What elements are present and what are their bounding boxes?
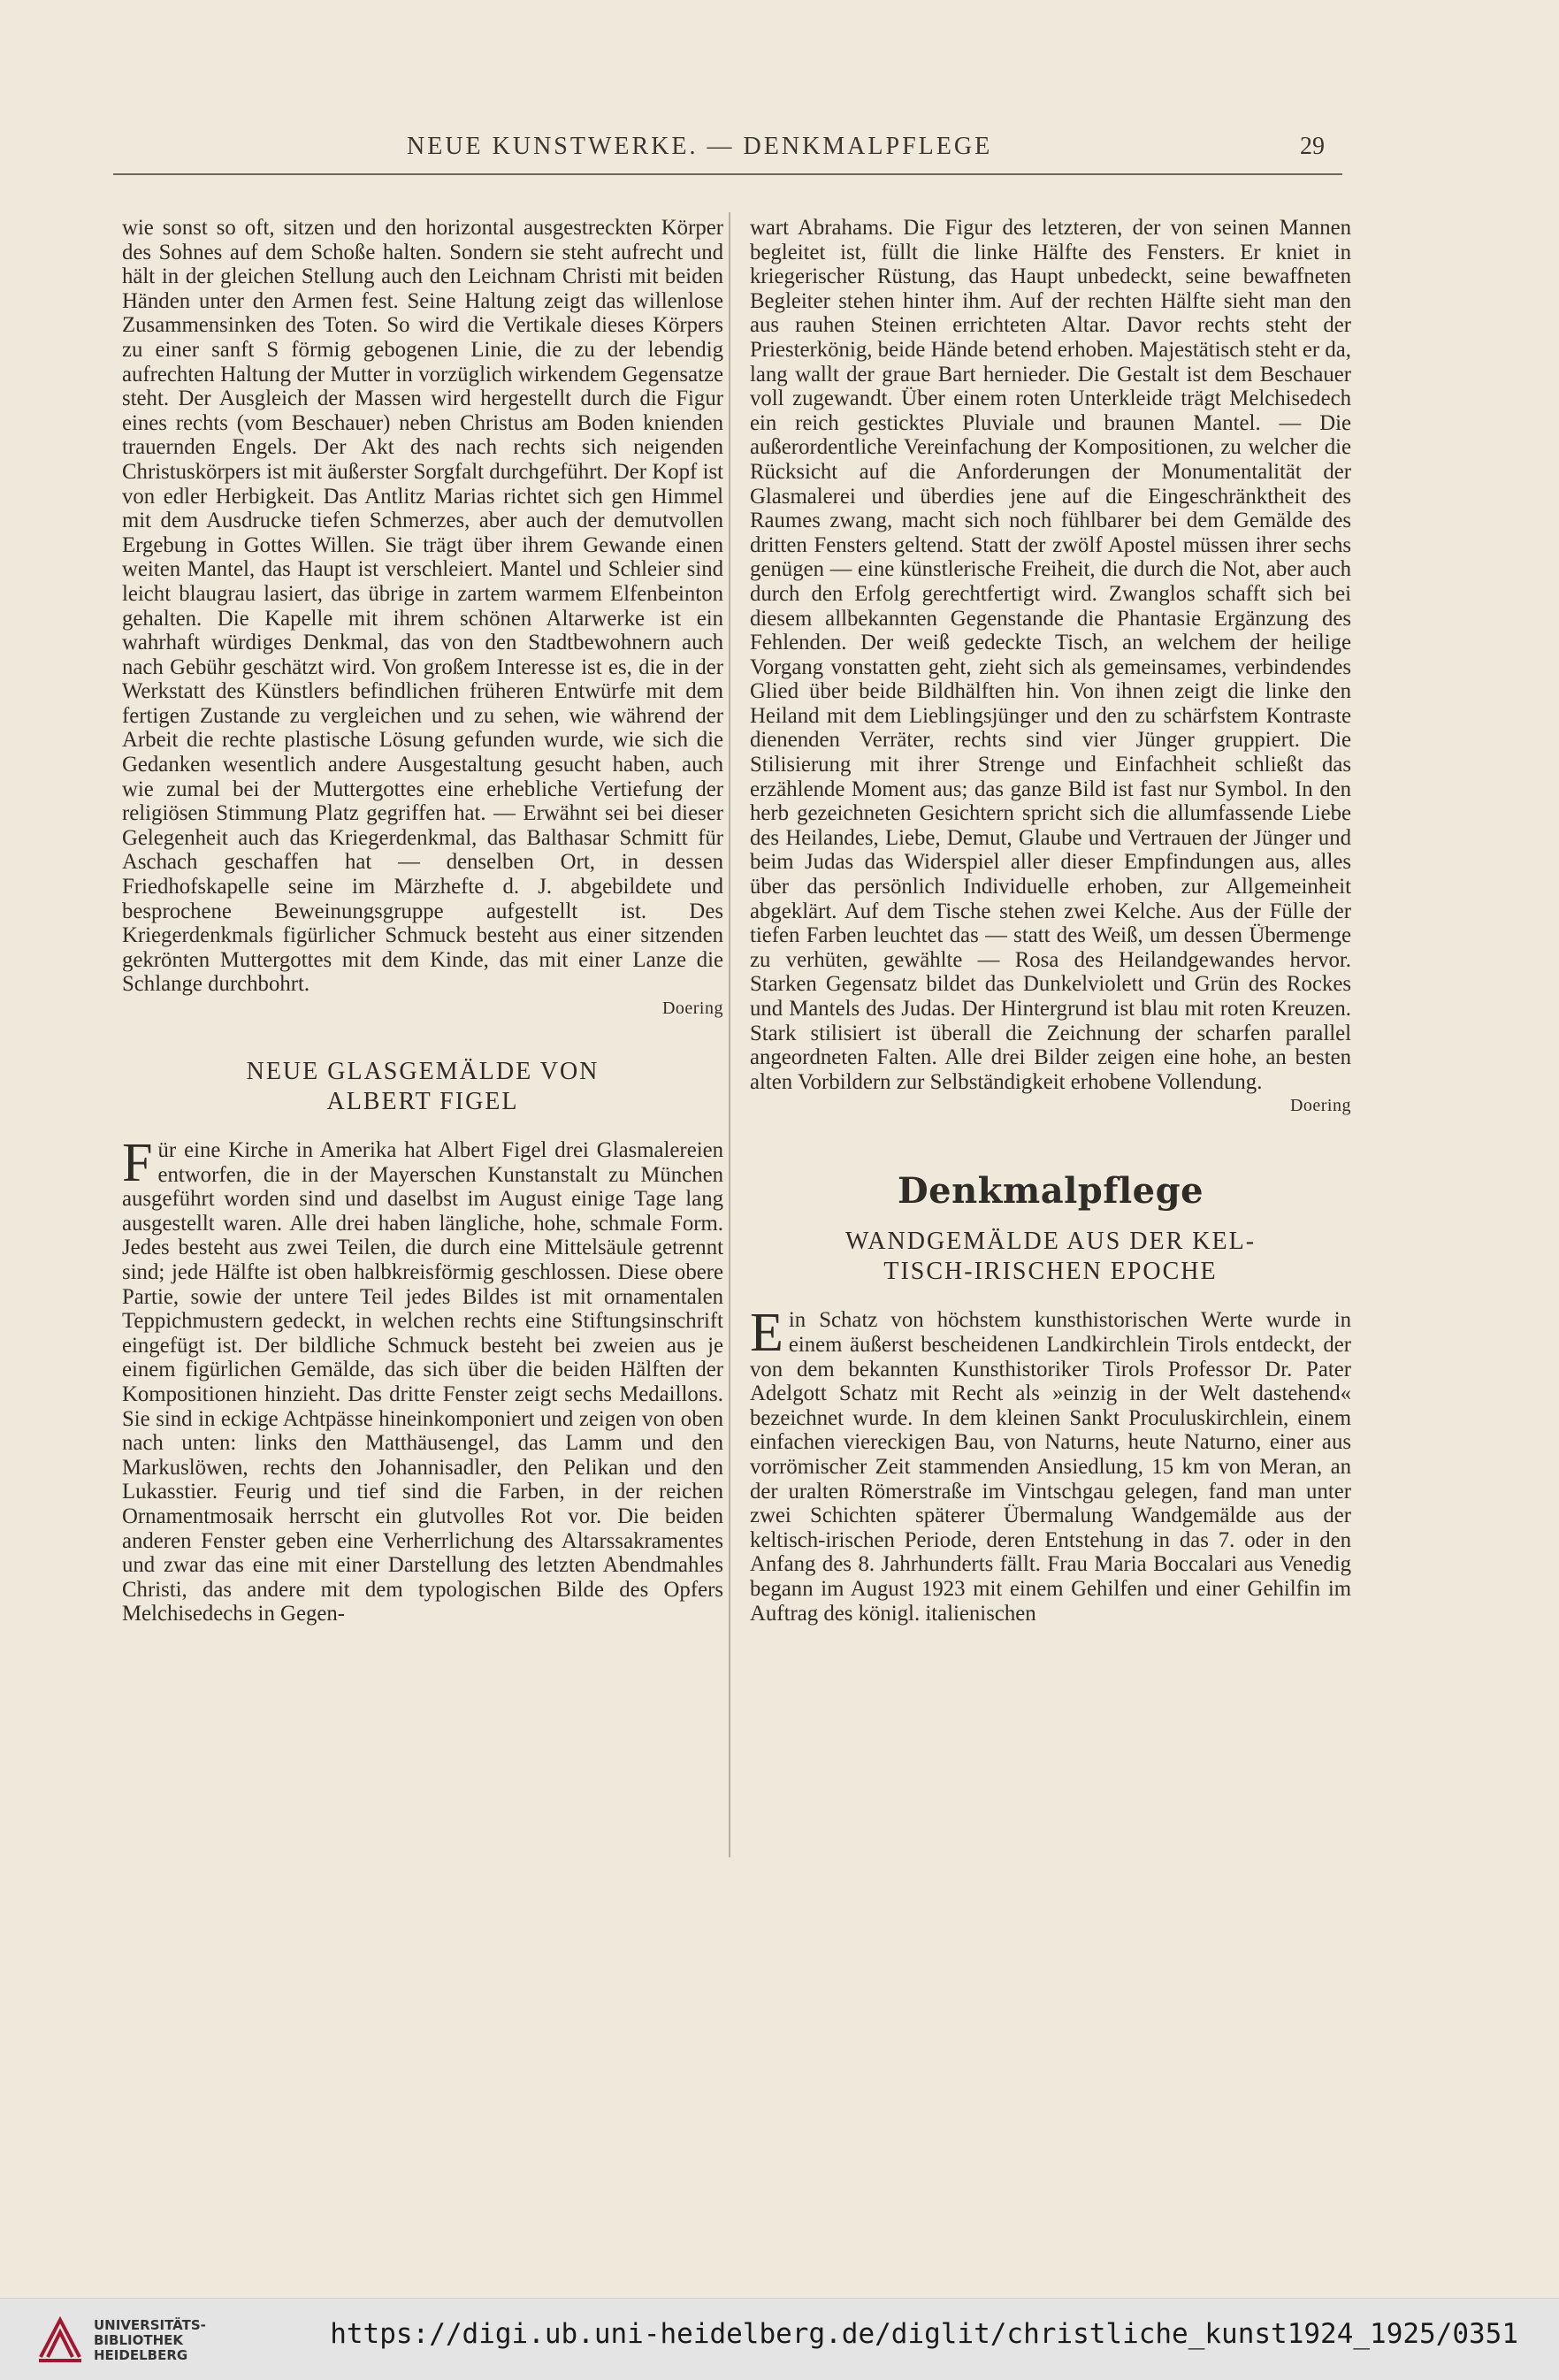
- running-head: [0, 133, 1559, 168]
- library-name: [94, 2318, 206, 2363]
- glasgemaelde-heading: [122, 1057, 723, 1117]
- footer-bar: [0, 2298, 1559, 2380]
- section-heading-denkmalpflege: Denkmalpflege: [897, 1170, 1204, 1213]
- running-title: NEUE KUNSTWERKE. — DENKMALPFLEGE: [407, 133, 993, 160]
- left-paragraph-1: wie sonst so oft, sitzen und den horizontal ausgestreckten Körper des Sohnes auf dem Schoße halten. Sondern sie steht aufrecht und hält in der gleichen Stellung auch den Leichnam Christi mit beiden Händen unter den Armen fest. Seine Haltung zeigt das willenlose Zusammensinken des Toten. So wird die Vertikale dieses Körpers zu einer sanft S förmig gebogenen Linie, die zu der lebendig aufrechten Haltung der Mutter in vorzüglich wirkendem Gegensatze steht. Der Ausgleich der Massen wird hergestellt durch die Figur eines rechts (vom Beschauer) neben Christus am Boden knienden trauernden Engels. Der Akt des nach rechts sich neigenden Christuskörpers ist mit äußerster Sorgfalt durchgeführt. Der Kopf ist von edler Herbigkeit. Das Antlitz Marias richtet sich gen Himmel mit dem Ausdrucke tiefen Schmerzes, aber auch der demutvollen Ergebung in Gottes Willen. Sie trägt über ihrem Gewande einen weiten Mantel, das Haupt ist verschleiert. Mantel und Schleier sind leicht blaugrau lasiert, das übrige in zartem warmem Elfenbeinton gehalten. Die Kapelle mit ihrem schönen Altarwerke ist ein wahrhaft würdiges Denkmal, das von den Stadtbewohnern auch nach Gebühr geschätzt wird. Von großem Interesse ist es, die in der Werkstatt des Künstlers befindlichen früheren Entwürfe mit dem fertigen Zustande zu vergleichen und zu sehen, wie während der Arbeit die rechte plastische Lösung gefunden wurde, wie sich die Gedanken wesentlich andere Ausgestaltung gesucht haben, auch wie zumal bei der Muttergottes eine erhebliche Vertiefung der religiösen Stimmung Platz gegriffen hat. — Erwähnt sei bei dieser Gelegenheit auch das Kriegerdenkmal, das Balthasar Schmitt für Aschach geschaffen hat — denselben Ort, in dessen Friedhofskapelle seine im Märzhefte d. J. abgebildete und besprochene Beweinungsgruppe aufgestellt ist. Des Kriegerdenkmals figürlicher Schmuck besteht aus einer sitzenden gekrönten Muttergottes mit dem Kinde, das mit einer Lanze die Schlange durchbohrt.: [122, 216, 723, 997]
- column-divider: [729, 212, 730, 1857]
- right-column: [750, 216, 1351, 2223]
- header-rule: [113, 173, 1342, 175]
- wandgemaelde-heading-line-1: WANDGEMÄLDE AUS DER KEL-: [844, 1228, 1257, 1256]
- left-signature-1: Doering: [661, 999, 723, 1018]
- library-name-line-3: HEIDELBERG: [94, 2347, 188, 2363]
- library-name-line-1: UNIVERSITÄTS-: [94, 2317, 206, 2333]
- left-column: [122, 216, 723, 2223]
- glasgemaelde-heading-line-2: ALBERT FIGEL: [326, 1088, 519, 1115]
- left-paragraph-2: Für eine Kirche in Amerika hat Albert Figel drei Glasmalereien entworfen, die in der Mayerschen Kunstanstalt zu München ausgeführt worden sind und daselbst im August einige Tage lang ausgestellt waren. Alle drei haben längliche, hohe, schmale Form. Jedes besteht aus zwei Teilen, die durch eine Mittelsäule getrennt sind; jede Hälfte ist oben halbkreisförmig geschlossen. Diese obere Partie, sowie der untere Teil jedes Bildes ist mit ornamentalen Teppichmustern gedeckt, in welchen rechts eine Stiftungsinschrift eingefügt ist. Der bildliche Schmuck besteht bei zweien aus je einem figürlichen Gemälde, das sich über die beiden Hälften der Kompositionen hinzieht. Das dritte Fenster zeigt sechs Medaillons. Sie sind in eckige Achtpässe hineinkomponiert und zeigen von oben nach unten: links den Matthäusengel, das Lamm und den Markuslöwen, rechts den Johannisadler, den Pelikan und den Lukasstier. Feurig und tief sind die Farben, in der reichen Ornamentmosaik herrscht ein glutvolles Rot vor. Die beiden anderen Fenster geben eine Verherrlichung des Altarssakramentes und zwar das eine mit einer Darstellung des letzten Abendmahles Christi, das andere mit dem typologischen Bilde des Opfers Melchisedechs in Gegen-: [122, 1133, 723, 1626]
- library-logo-icon: [35, 2313, 85, 2366]
- right-signature-1: Doering: [1289, 1096, 1351, 1116]
- page-number: 29: [1300, 133, 1325, 160]
- wandgemaelde-heading-line-2: TISCH-IRISCHEN EPOCHE: [883, 1258, 1218, 1286]
- right-paragraph-1: wart Abrahams. Die Figur des letzteren, der von seinen Mannen begleitet ist, füllt die linke Hälfte des Fensters. Er kniet in kriegerischer Rüstung, das Haupt unbedeckt, seine bewaffneten Begleiter stehen hinter ihm. Auf der rechten Hälfte sieht man den aus rauhen Steinen errichteten Altar. Davor rechts steht der Priesterkönig, beide Hände betend erhoben. Majestätisch steht er da, lang wallt der graue Bart hernieder. Die Gestalt ist dem Beschauer voll zugewandt. Über einem roten Unterkleide trägt Melchisedech ein reich gesticktes Pluviale und braunen Mantel. — Die außerordentliche Vereinfachung der Kompositionen, zu welcher die Rücksicht auf die Anforderungen der Monumentalität der Glasmalerei und überdies jene auf die Eingeschränktheit des Raumes zwang, macht sich noch fühlbarer bei dem Gemälde des dritten Fensters geltend. Statt der zwölf Apostel müssen ihrer sechs genügen — eine künstlerische Freiheit, die durch die Not, aber auch durch den Erfolg gerechtfertigt wird. Zwanglos schafft sich bei diesem allbekannten Gegenstande die Phantasie Ergänzung des Fehlenden. Der weiß gedeckte Tisch, an welchem der heilige Vorgang vonstatten geht, zieht sich als gemeinsames, verbindendes Glied über beide Bildhälften hin. Von ihnen zeigt die linke den Heiland mit dem Lieblingsjünger und den zu schärfstem Kontraste dienenden Verräter, rechts sind vier Jünger gruppiert. Die Stilisierung mit ihrer Strenge und Einfachheit schließt das erzählende Moment aus; das ganze Bild ist fast nur Symbol. In den herb gezeichneten Gesichtern spricht sich die allumfassende Liebe des Heilandes, Liebe, Demut, Glaube und Vertrauen der Jünger und beim Judas das Widerspiel aller dieser Empfindungen aus, alles über das persönlich Individuelle erhoben, zur Allgemeinheit abgeklärt. Auf dem Tische stehen zwei Kelche. Aus der Fülle der tiefen Farben leuchtet das — statt des Weiß, um dessen Übermenge zu verhüten, gewählte — Rosa des Heilandgewandes hervor. Starken Gegensatz bildet das Dunkelviolett und Grün des Rockes und Mantels des Judas. Der Hintergrund ist blau mit roten Kreuzen. Stark stilisiert ist überall die Zeichnung der scharfen parallel angeordneten Falten. Alle drei Bilder zeigen eine hohe, an besten alten Vorbildern zur Selbständigkeit erhobene Vollendung.: [750, 216, 1351, 1094]
- right-paragraph-2: Ein Schatz von höchstem kunsthistorischen Werte wurde in einem äußerst bescheidenen Landkirchlein Tirols entdeckt, der von dem bekannten Kunsthistoriker Tirols Professor Dr. Pater Adelgott Schatz mit Recht als »einzig in der Welt dastehend« bezeichnet wurde. In dem kleinen Sankt Proculuskirchlein, einem einfachen viereckigen Bau, von Naturns, heute Naturno, einer aus vorrömischer Zeit stammenden Ansiedlung, 15 km von Meran, an der uralten Römerstraße im Vintschgau gelegen, fand man unter zwei Schichten späterer Übermalung Wandgemälde aus der keltisch-irischen Periode, deren Entstehung in das 7. oder in den Anfang des 8. Jahrhunderts fällt. Frau Maria Boccalari aus Venedig begann im August 1923 mit einem Gehilfen und einer Gehilfin im Auftrag des königl. italienischen: [750, 1303, 1351, 1626]
- permalink-url[interactable]: https://digi.ub.uni-heidelberg.de/diglit/christliche_kunst1924_1925/0351: [330, 2318, 1518, 2350]
- library-name-line-2: BIBLIOTHEK: [94, 2332, 183, 2348]
- wandgemaelde-heading: [750, 1227, 1351, 1287]
- glasgemaelde-heading-line-1: NEUE GLASGEMÄLDE VON: [246, 1058, 600, 1085]
